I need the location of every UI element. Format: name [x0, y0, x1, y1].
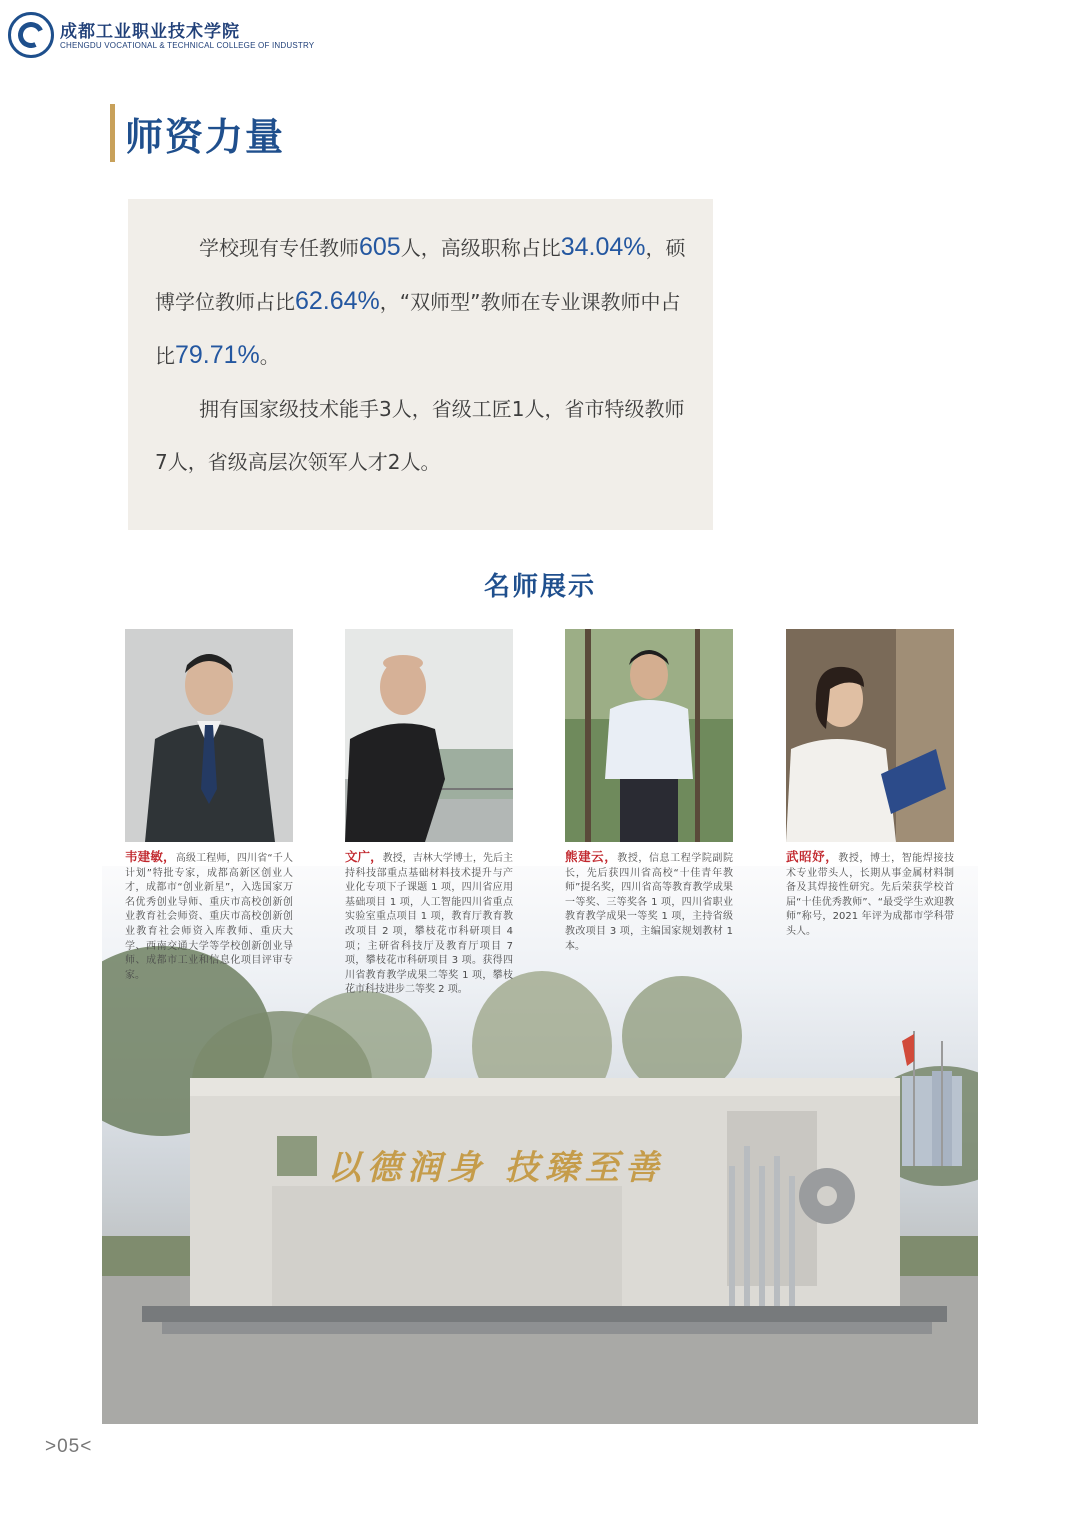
page-number: >05< — [45, 1436, 93, 1457]
school-name-en: CHENGDU VOCATIONAL & TECHNICAL COLLEGE OF INDUSTRY — [60, 41, 315, 50]
monument-inscription: 以德润身 技臻至善 — [327, 1148, 665, 1188]
teacher-bio: 教授，博士，智能焊接技术专业带头人，长期从事金属材料制备及其焊接性研究。先后荣获学校首届“十佳优秀教师”、“最受学生欢迎教师”称号，2021 年评为成都市学科带头人。 — [786, 853, 954, 937]
school-name-cn: 成都工业职业技术学院 — [60, 22, 240, 42]
teacher-photo — [125, 629, 293, 842]
teacher-name: 韦建敏， — [125, 849, 176, 864]
teacher-card — [345, 629, 513, 998]
teacher-photo — [565, 629, 733, 842]
teacher-card — [125, 629, 293, 983]
stat-senior-title-ratio: 34.04% — [560, 233, 646, 261]
teacher-card — [565, 629, 733, 954]
showcase-title: 名师展示 — [483, 572, 596, 602]
intro-text: 拥有国家级技术能手3人，省级工匠1人，省市特级教师7人，省级高层次领军人才2人。 — [155, 397, 685, 474]
stat-dual-teacher-ratio: 79.71% — [175, 341, 260, 369]
teacher-description — [565, 850, 733, 954]
teacher-name: 武昭妤， — [786, 849, 839, 864]
intro-paragraph-1 — [155, 221, 687, 383]
section-title: 师资力量 — [125, 115, 286, 159]
teacher-name: 熊建云， — [565, 849, 618, 864]
teacher-card — [786, 629, 954, 940]
intro-box — [128, 199, 713, 530]
teacher-photo — [786, 629, 954, 842]
intro-text: 学校现有专任教师 — [199, 236, 359, 260]
stat-degree-ratio: 62.64% — [295, 287, 380, 315]
intro-text: 。 — [259, 344, 280, 368]
teacher-bio: 高级工程师，四川省“千人计划”特批专家，成都高新区创业人才，成都市“创业新星”，入选国家万名优秀创业导师、重庆市高校创新创业教育社会师资、重庆市高校创新创业教育社会师资入库教师、重庆大学、西南交通大学等学校创新创业导师、成都市工业和信息化项目评审专家。 — [125, 853, 293, 981]
teacher-name: 文广， — [345, 849, 383, 864]
section-accent-bar — [110, 104, 115, 162]
teacher-description — [125, 850, 293, 983]
intro-paragraph-2 — [155, 383, 687, 489]
teacher-bio: 教授，吉林大学博士，先后主持科技部重点基础材料技术提升与产业化专项下子课题 1 项，四川省应用基础项目 1 项，人工智能四川省重点实验室重点项目 1 项，教育厅教育教改项目 2 项，攀枝花市科研项目 4 项；主研省科技厅及教育厅项目 7 项，攀枝花市科研项目 3 项。获得四川省教育教学成果二等奖 1 项，攀枝花市科技进步二等奖 2 项。 — [345, 853, 513, 996]
stat-teacher-count: 605 — [359, 233, 401, 261]
intro-text: 人，高级职称占比 — [400, 236, 561, 260]
teacher-photo — [345, 629, 513, 842]
teacher-description — [345, 850, 513, 998]
school-logo — [8, 12, 54, 58]
intro-text: ，硕博学位教师占比 — [155, 236, 686, 314]
logo-emblem — [14, 18, 47, 51]
intro-text: ，“双师型”教师在专业课教师中占比 — [155, 290, 681, 368]
teacher-bio: 教授，信息工程学院副院长，先后获四川省高校“十佳青年教师”提名奖，四川省高等教育教学成果一等奖、三等奖各 1 项，四川省职业教育教学成果一等奖 1 项，主持省级教改项目 3 项，主编国家规划教材 1 本。 — [565, 853, 733, 952]
teacher-description — [786, 850, 954, 940]
